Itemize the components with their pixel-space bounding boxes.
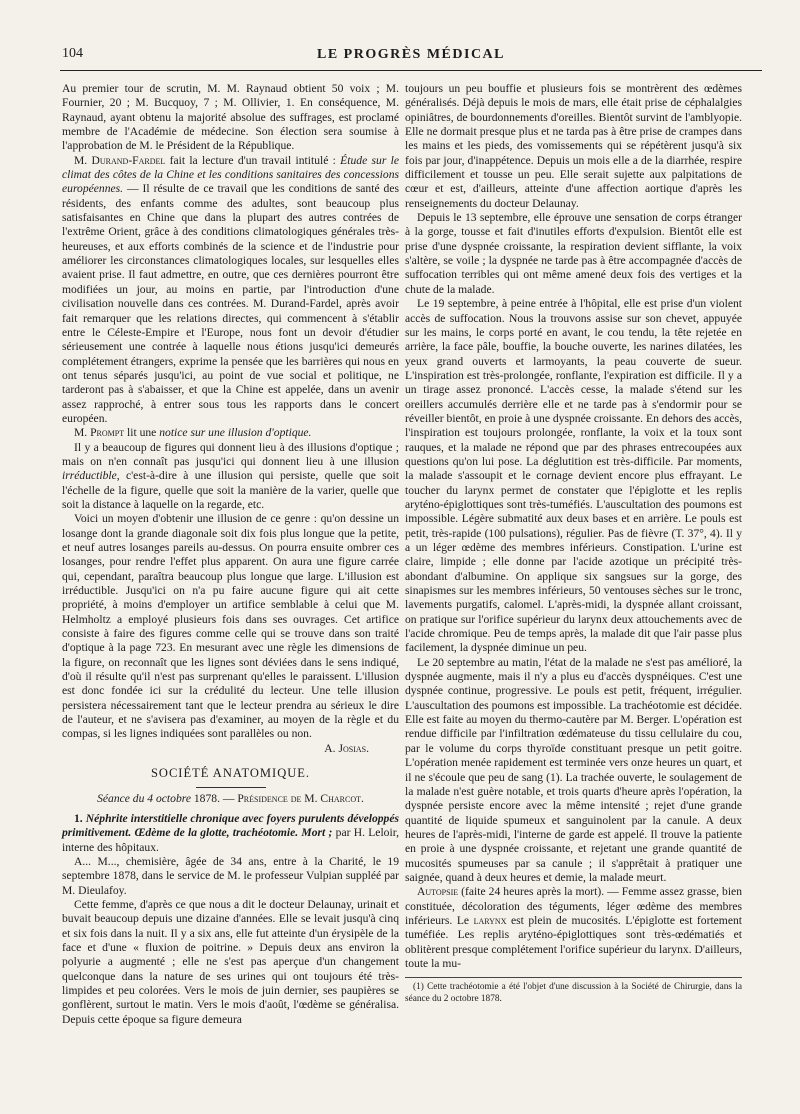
- paragraph: [62, 426, 399, 440]
- text-run: est plein de mucosités. L'épiglotte est fortement tuméfiée. Les replis aryténo-épiglottiques sont très-œdématiés et oblitèrent presque complétement l'orifice supérieur du larynx. D'ailleurs, toute la mu-: [405, 913, 742, 970]
- footnote-text: (1) Cette trachéotomie a été l'objet d'une discussion à la Société de Chirurgie, dans la séance du 2 octobre 1878.: [405, 982, 742, 1004]
- work-title: notice sur une illusion d'optique.: [159, 426, 312, 440]
- author-name: M. Prompt: [74, 426, 125, 440]
- paragraph: [62, 154, 399, 427]
- left-column: [62, 82, 399, 1027]
- paragraph: Au premier tour de scrutin, M. M. Raynaud obtient 50 voix ; M. Fournier, 20 ; M. Bucquoy, 7 ; M. Ollivier, 1. En conséquence, M. Raynaud, ayant obtenu la majorité absolue des suffrages, est proclamé membre de l'Académie de médecine. Son élection sera soumise à l'approbation de M. le Président de la République.: [62, 82, 399, 153]
- text-run: , c'est-à-dire à une illusion qui persiste, quelle que soit l'échelle de la figure, quelle que soit la manière de la varier, quelle que soit la distance à laquelle on la regarde, etc.: [62, 469, 399, 511]
- text-run: (faite 24 heures après la mort). — Femme assez grasse, bien constituée, décoloration des téguments, léger œdème des membres inférieurs. Le: [405, 885, 742, 927]
- page-number: 104: [62, 46, 83, 61]
- paragraph: Voici un moyen d'obtenir une illusion de ce genre : qu'on dessine un losange dont la grande diagonale soit dix fois plus longue que la petite, et neuf autres losanges pareils au-dessus. On pourra ensuite ombrer ces losanges, pour rendre l'effet plus apparent. On aura une figure carrée qui, cependant, paraîtra beaucoup plus longue que large. L'illusion est irréductible. Jusqu'ici on n'a pu faire aucune figure qui ait cette propriété, à moins d'employer un artifice semblable à celui que M. Helmholtz a employé plusieurs fois dans ses ouvrages. Cet artifice consiste à faire des figures comme celle qui se trouve dans son traité d'optique à la page 723. En mesurant avec une règle les dimensions de la figure, on reconnaît que les lignes sont déviées dans le sens indiqué, d'où il résulte qu'il n'est pas surprenant qu'elles le paraissent. L'illusion est donc fondée ici sur la crédulité du lecteur. Une telle illusion persistera nécessairement tant que le lecteur prendra au sérieux le dire de l'auteur, et ne s'avisera pas d'examiner, au moyen de la règle et du compas, si les lignes indiquées sont parallèles ou non.: [62, 512, 399, 741]
- text-run: — Il résulte de ce travail que les conditions de santé des résidents, des enfants comme des adultes, sont beaucoup plus satisfaisantes en Chine que dans la plupart des autres contrées de l'extrême Orient, grâce à des conditions climatologiques générales très-heureuses, et aux efforts combinés de la science et de l'industrie pour améliorer les circonstances climatologiques locales, sur lesquelles elles avaient prise. Il faut admettre, en outre, que ces dernières pourront être modifiées un jour, au moins en partie, par l'introduction d'une civilisation nouvelle dans ces contrées. M. Durand-Fardel, après avoir fait remarquer que les relations directes, qui commencent à s'établir entre le Céleste-Empire et l'Europe, nous font un devoir d'étudier sérieusement une contrée à laquelle nous étions jusqu'ici demeurés complétement étrangers, exprime la pensée que les barrières qui nous en ont tenus séparés jusqu'ici, au point de vue social et politique, ne tarderont pas à s'abaisser, et que la Chine est appelée, dans un avenir assez rapproché, à entrer sous tous les rapports dans le concert européen.: [62, 182, 399, 425]
- text-run: lit une: [124, 426, 160, 440]
- paragraph: [405, 885, 742, 971]
- footnote: [405, 977, 742, 1005]
- case-author: par H. Leloir, interne des hôpitaux.: [62, 826, 399, 854]
- work-title: Étude sur le climat des côtes de la Chine et les conditions sanitaires des concessions européennes.: [62, 153, 399, 196]
- organ-label: larynx: [473, 913, 507, 927]
- session-line: [62, 792, 399, 806]
- case-title: Néphrite interstitielle chronique avec foyers purulents développés primitivement. Œdème de la glotte, trachéotomie. Mort ;: [62, 811, 399, 840]
- section-title: SOCIÉTÉ ANATOMIQUE.: [62, 766, 399, 787]
- case-heading: [62, 812, 399, 855]
- right-column: [405, 82, 742, 1005]
- paragraph: Depuis le 13 septembre, elle éprouve une sensation de corps étranger à la gorge, tousse et fait d'inutiles efforts d'expulsion. Bientôt elle est prise d'une dyspnée croissante, la respiration devient sifflante, la voix s'altère, se voile ; la dyspnée ne tarde pas à être accompagnée d'accès de suffocation terribles qui ont même amené deux fois des vertiges et la chute de la malade.: [405, 211, 742, 296]
- journal-title: LE PROGRÈS MÉDICAL: [316, 47, 506, 62]
- running-head: [60, 44, 762, 71]
- paragraph: Le 20 septembre au matin, l'état de la malade ne s'est pas amélioré, la dyspnée augmente, mais il n'y a plus eu d'accès dyspnéiques. C'est une dyspnée continue, progressive. Le pouls est petit, fréquent, irrégulier. L'auscultation des poumons est impossible. La trachéotomie est décidée. Elle est faite au moyen du thermo-cautère par M. Berger. L'opération est rendue difficile par l'infiltration œdémateuse du tissu cellulaire du cou, par le volume du corps thyroïde constituant presque un petit goitre. L'opération menée rapidement est terminée vers onze heures un quart, et il ne s'écoule que peu de sang (1). La trachée ouverte, le soulagement de la malade n'est guère notable, et trois quarts d'heure après l'opération, la dyspnée persiste encore avec la même intensité ; rejet d'une grande quantité de liquide spumeux et sanguinolent par la canule. A deux heures de l'après-midi, l'interne de garde est appelé. Il trouve la patiente en proie à une dyspnée croissante, et rejetant une grande quantité de mucosités spumeuses par sa canule ; il s'apprêtait à pratiquer une saignée, quand à deux heures et demie, la malade meurt.: [405, 655, 742, 884]
- text-run: Il y a beaucoup de figures qui donnent lieu à des illusions d'optique ; mais on n'en connaît pas jusqu'ici qui donnent lieu à une illusion: [62, 440, 399, 468]
- author-name: M. Durand-Fardel: [74, 153, 166, 167]
- paragraph: A... M..., chemisière, âgée de 34 ans, entre à la Charité, le 19 septembre 1878, dans le service de M. le professeur Vulpian suppléé par M. Dieulafoy.: [62, 854, 399, 897]
- session-date: Séance du 4 octobre: [97, 791, 191, 805]
- paragraph: Cette femme, d'après ce que nous a dit le docteur Delaunay, urinait et buvait beaucoup depuis une dizaine d'années. Elle se levait jusqu'à cinq et six fois dans la nuit. Il y a six ans, elle fut atteinte d'un érysipèle de la face et d'une « fluxion de poitrine. » Depuis deux ans environ la polyurie a augmenté ; elle ne s'est pas aperçue d'un changement quelconque dans la nature de ses urines qui ont toujours été très-limpides et peu colorées. Vers le mois de juin dernier, ses paupières se gonflèrent, surtout le matin. Vers le mois d'août, l'œdème se généralisa. Depuis cette époque sa figure demeura: [62, 897, 399, 1026]
- autopsy-label: Autopsie: [417, 885, 459, 899]
- signature: A. Josias.: [324, 741, 369, 755]
- text-run: fait la lecture d'un travail intitulé :: [165, 153, 341, 167]
- paragraph: Le 19 septembre, à peine entrée à l'hôpital, elle est prise d'un violent accès de suffocation. Nous la trouvons assise sur son chevet, appuyée sur les mains, le corps porté en avant, le cou tendu, la tête rejetée en arrière, la face pâle, bouffie, la bouche ouverte, les narines dilatées, les yeux grand ouverts et larmoyants, la peau couverte de sueur. L'inspiration est très-prolongée, ronflante, l'expiration est difficile. Il y a un tirage assez prononcé. L'accès cesse, la malade s'étend sur les oreillers accumulés derrière elle et ne tarde pas à s'endormir pour se réveiller bientôt, en proie à une dyspnée croissante. En dehors des accès, l'inspiration est toujours prolongée, ronflante, la voix et la toux sont rauques, et la malade ne répond que par des phrases entrecoupées aux questions qu'on lui pose. La déglutition est très-difficile. Par moments, la malade s'assoupit et le cornage devient encore plus effrayant. Le toucher du larynx permet de constater que l'épiglotte et les replis aryténo-épiglottiques sont très-tuméfiés. L'auscultation des poumons est impossible. Légère submatité aux deux bases et en arrière. Le pouls est petit, très-rapide (100 pulsations), régulier. Pas de fièvre (T. 37°, 4). Il y a un léger œdème des membres inférieurs. Constipation. L'urine est claire, limpide ; elle donne par l'acide azotique un précipité très-abondant d'albumine. On applique six sangsues sur la gorge, des sinapismes sur les membres inférieurs, 50 ventouses sèches sur le tronc, lavements purgatifs, calomel. L'après-midi, la dyspnée allant croissant, on pratique sur l'orifice supérieur du larynx deux attouchements avec de l'acide chromique. Peu de temps après, la malade dit que l'air passe plus facilement, la dyspnée diminue un peu.: [405, 297, 742, 655]
- case-number: 1.: [74, 811, 83, 825]
- paragraph: [62, 441, 399, 513]
- session-presidency: 1878. — Présidence de M. Charcot.: [190, 791, 364, 805]
- emphasis: irréductible: [62, 469, 117, 483]
- paragraph: toujours un peu bouffie et plusieurs fois se montrèrent des œdèmes généralisés. Déjà depuis le mois de mars, elle était prise de céphalalgies opiniâtres, de bourdonnements d'oreilles. Bientôt survint de l'amblyopie. Elle ne dormait presque plus et ne tarda pas à être prise de crampes dans les mains et les pieds, des vomissements qui se répétèrent jusqu'à six fois par jour, d'inappétence. Depuis un mois elle a de la diarrhée, respire difficilement et tousse un peu. Elle serait sujette aux palpitations de cœur et est, d'ailleurs, atteinte d'une affection aortique d'après les renseignements du docteur Delaunay.: [405, 82, 742, 210]
